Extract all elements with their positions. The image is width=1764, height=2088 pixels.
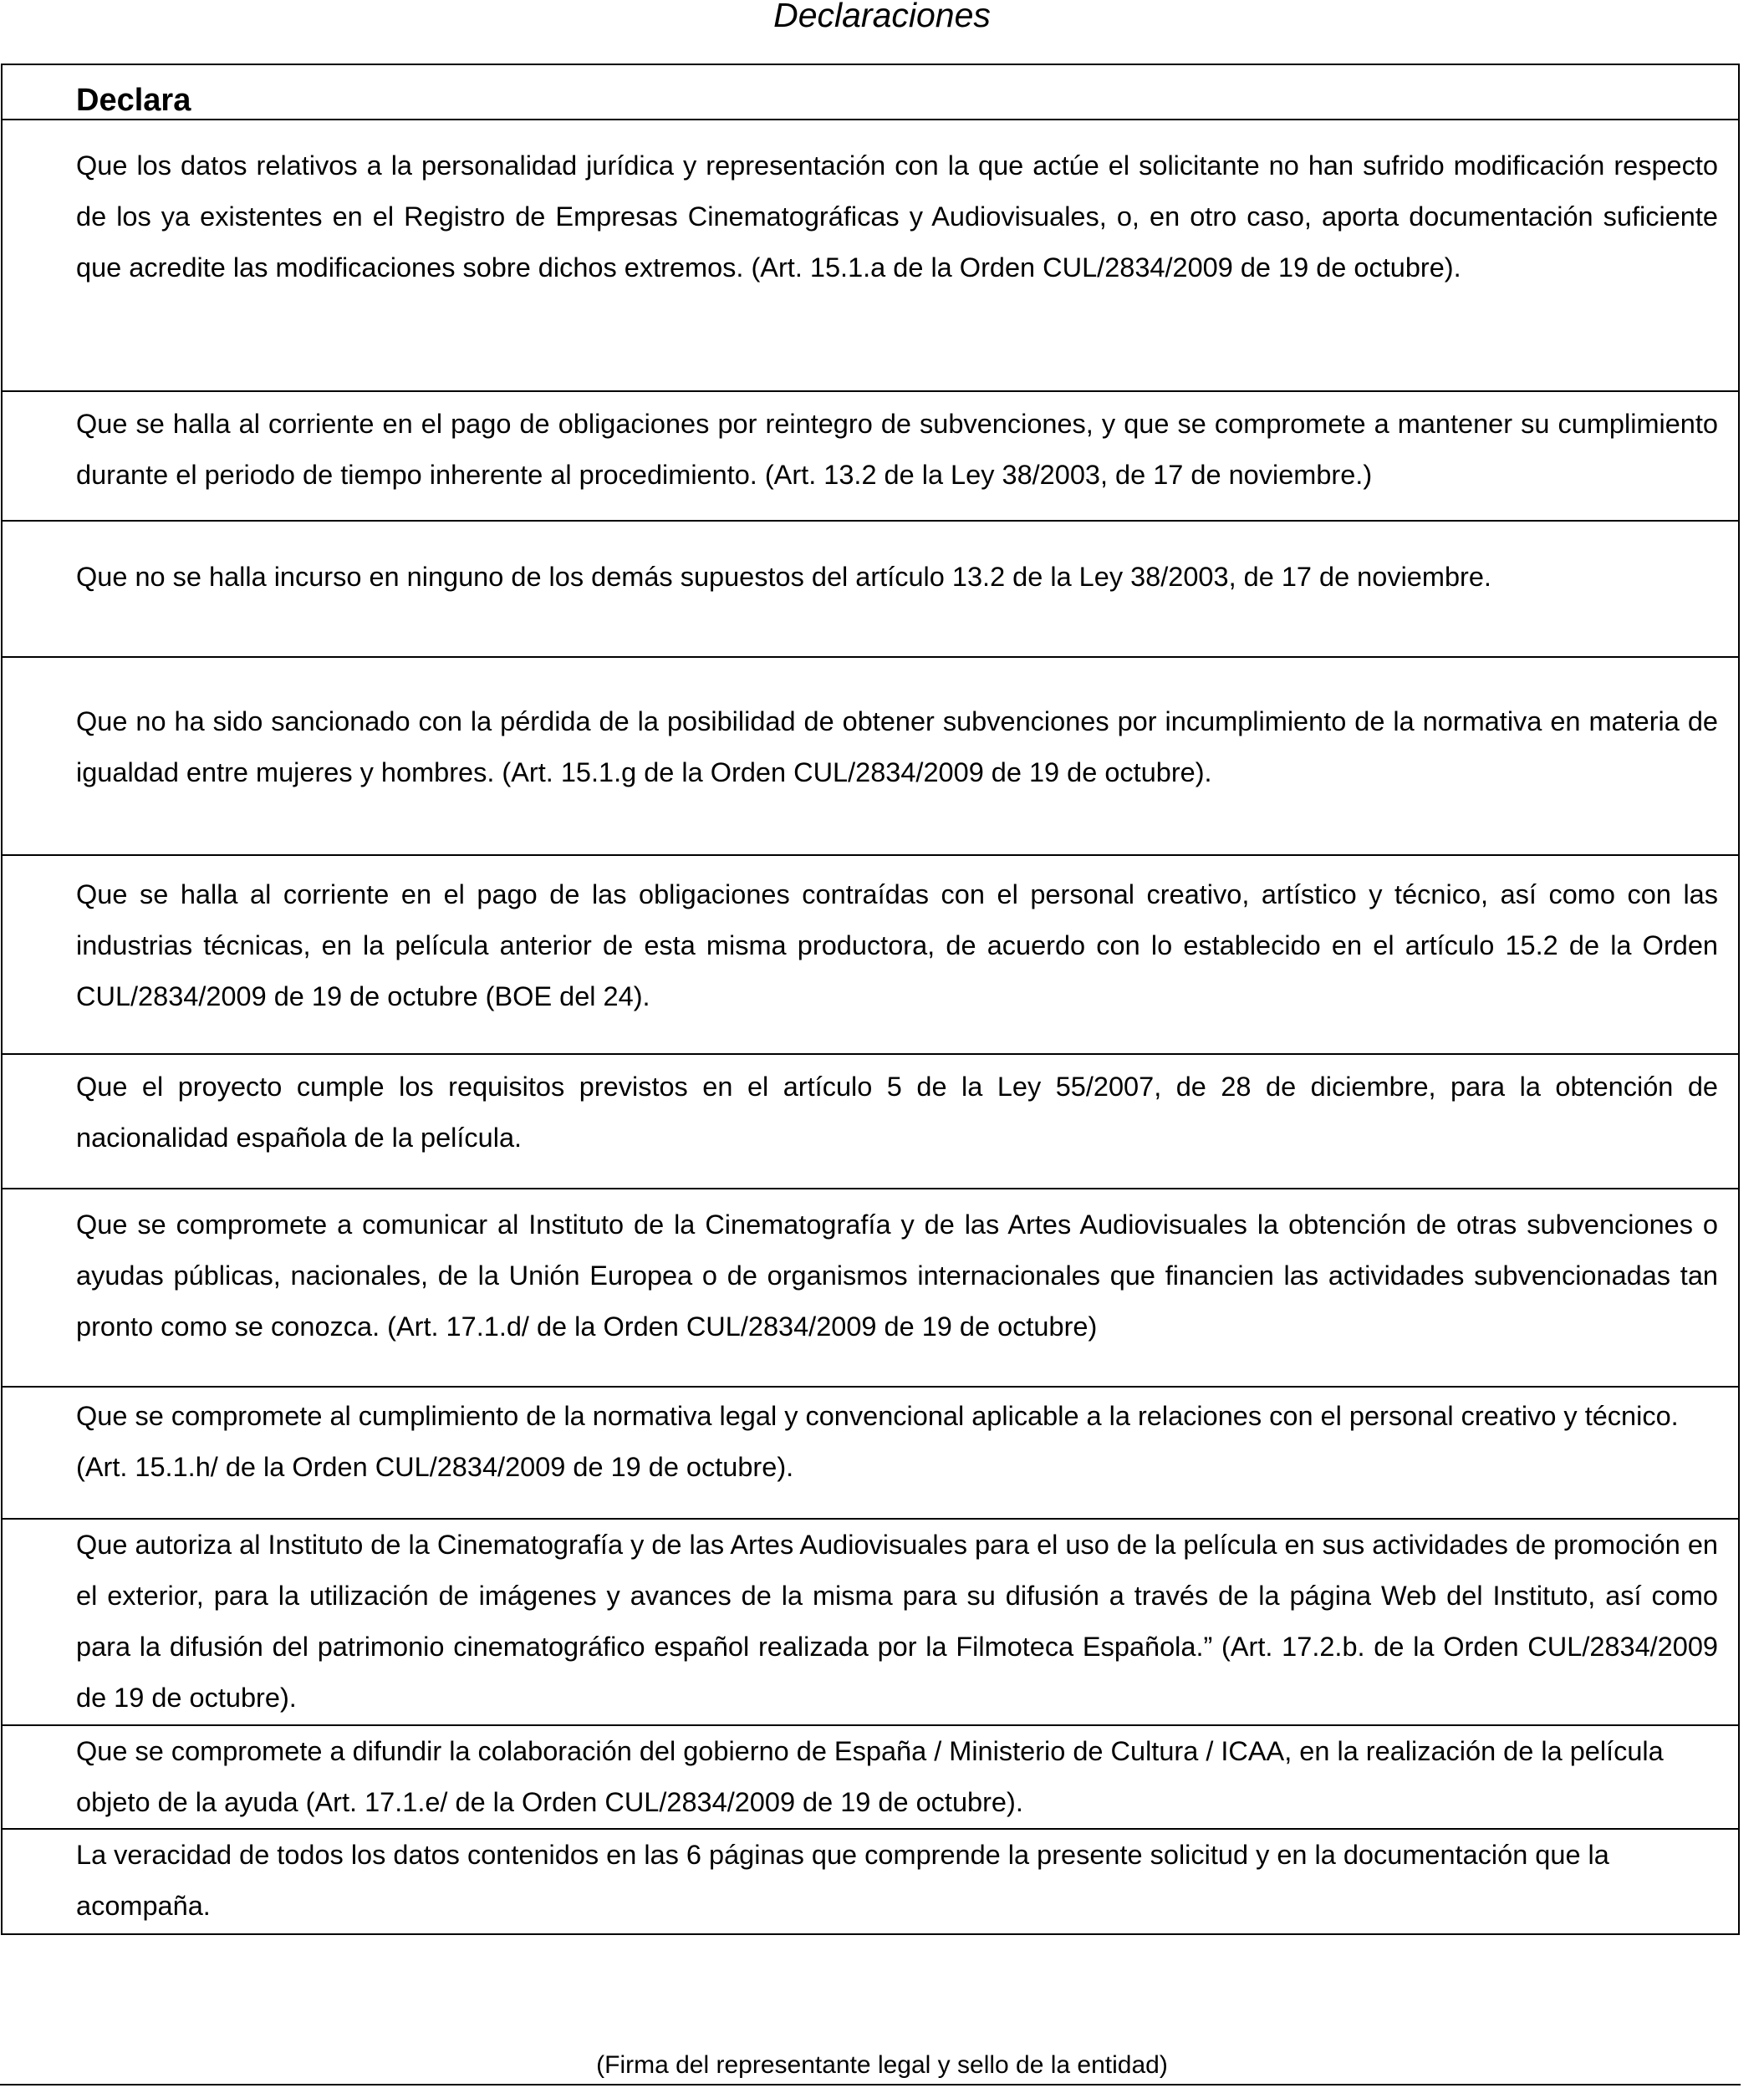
declaration-row: [3, 1388, 1738, 1520]
declaration-row: [3, 392, 1738, 522]
declaration-text: Que se compromete a difundir la colaboración del gobierno de España / Ministerio de Cultura / ICAA, en la realización de la película objeto de la ayuda (Art. 17.1.e/ de la Orden CUL/2834/2009 de 19 de octubre).: [76, 1736, 1664, 1817]
declaration-row: [3, 522, 1738, 658]
section-header: Declara: [3, 65, 1738, 120]
declaration-text: Que el proyecto cumple los requisitos previstos en el artículo 5 de la Ley 55/2007, de 28 de diciembre, para la obtención de nacionalidad española de la película.: [76, 1072, 1718, 1153]
declaration-text: Que se compromete al cumplimiento de la normativa legal y convencional aplicable a la relaciones con el personal creativo y técnico. (Art. 15.1.h/ de la Orden CUL/2834/2009 de 19 de octubre).: [76, 1401, 1679, 1482]
declaration-text: Que se halla al corriente en el pago de obligaciones por reintegro de subvenciones, y que se compromete a mantener su cumplimiento durante el periodo de tiempo inherente al procedimiento. (Art. 13.2 de la Ley 38/2003, de 17 de noviembre.): [76, 409, 1718, 490]
declaration-row: [3, 856, 1738, 1055]
declaration-row: [3, 658, 1738, 856]
declaration-text: Que los datos relativos a la personalidad jurídica y representación con la que actúe el solicitante no han sufrido modificación respecto de los ya existentes en el Registro de Empresas Cinematográficas y Audiovisuales, o, en otro caso, aporta documentación suficiente que acredite las modificaciones sobre dichos extremos. (Art. 15.1.a de la Orden CUL/2834/2009 de 19 de octubre).: [76, 150, 1718, 283]
declaration-row: [3, 1726, 1738, 1830]
declaration-text: Que autoriza al Instituto de la Cinematografía y de las Artes Audiovisuales para el uso de la película en sus actividades de promoción en el exterior, para la utilización de imágenes y avances de la misma para su difusión a través de la página Web del Instituto, así como para la difusión del patrimonio cinematográfico español realizada por la Filmoteca Española.” (Art. 17.2.b. de la Orden CUL/2834/2009 de 19 de octubre).: [76, 1530, 1718, 1713]
declaration-text: Que no ha sido sancionado con la pérdida de la posibilidad de obtener subvenciones por incumplimiento de la normativa en materia de igualdad entre mujeres y hombres. (Art. 15.1.g de la Orden CUL/2834/2009 de 19 de octubre).: [76, 706, 1718, 787]
signature-line: [0, 2084, 1741, 2085]
declarations-table: [1, 64, 1740, 1935]
declaration-text: La veracidad de todos los datos contenidos en las 6 páginas que comprende la presente solicitud y en la documentación que la acompaña.: [76, 1840, 1609, 1921]
declaration-row: [3, 1520, 1738, 1726]
signature-label: (Firma del representante legal y sello de la entidad): [596, 2051, 1168, 2079]
declaration-row: [3, 1055, 1738, 1189]
declaration-row: [3, 1830, 1738, 1933]
document-title: Declaraciones: [773, 0, 991, 33]
declaration-text: Que se halla al corriente en el pago de las obligaciones contraídas con el personal creativo, artístico y técnico, así como con las industrias técnicas, en la película anterior de esta misma productora, de acuerdo con lo establecido en el artículo 15.2 de la Orden CUL/2834/2009 de 19 de octubre (BOE del 24).: [76, 879, 1718, 1011]
declaration-row: [3, 120, 1738, 392]
declaration-text: Que no se halla incurso en ninguno de los demás supuestos del artículo 13.2 de la Ley 38/2003, de 17 de noviembre.: [76, 562, 1491, 592]
declaration-row: [3, 1189, 1738, 1388]
declaration-text: Que se compromete a comunicar al Instituto de la Cinematografía y de las Artes Audiovisuales la obtención de otras subvenciones o ayudas públicas, nacionales, de la Unión Europea o de organismos internacionales que financien las actividades subvencionadas tan pronto como se conozca. (Art. 17.1.d/ de la Orden CUL/2834/2009 de 19 de octubre): [76, 1210, 1718, 1342]
